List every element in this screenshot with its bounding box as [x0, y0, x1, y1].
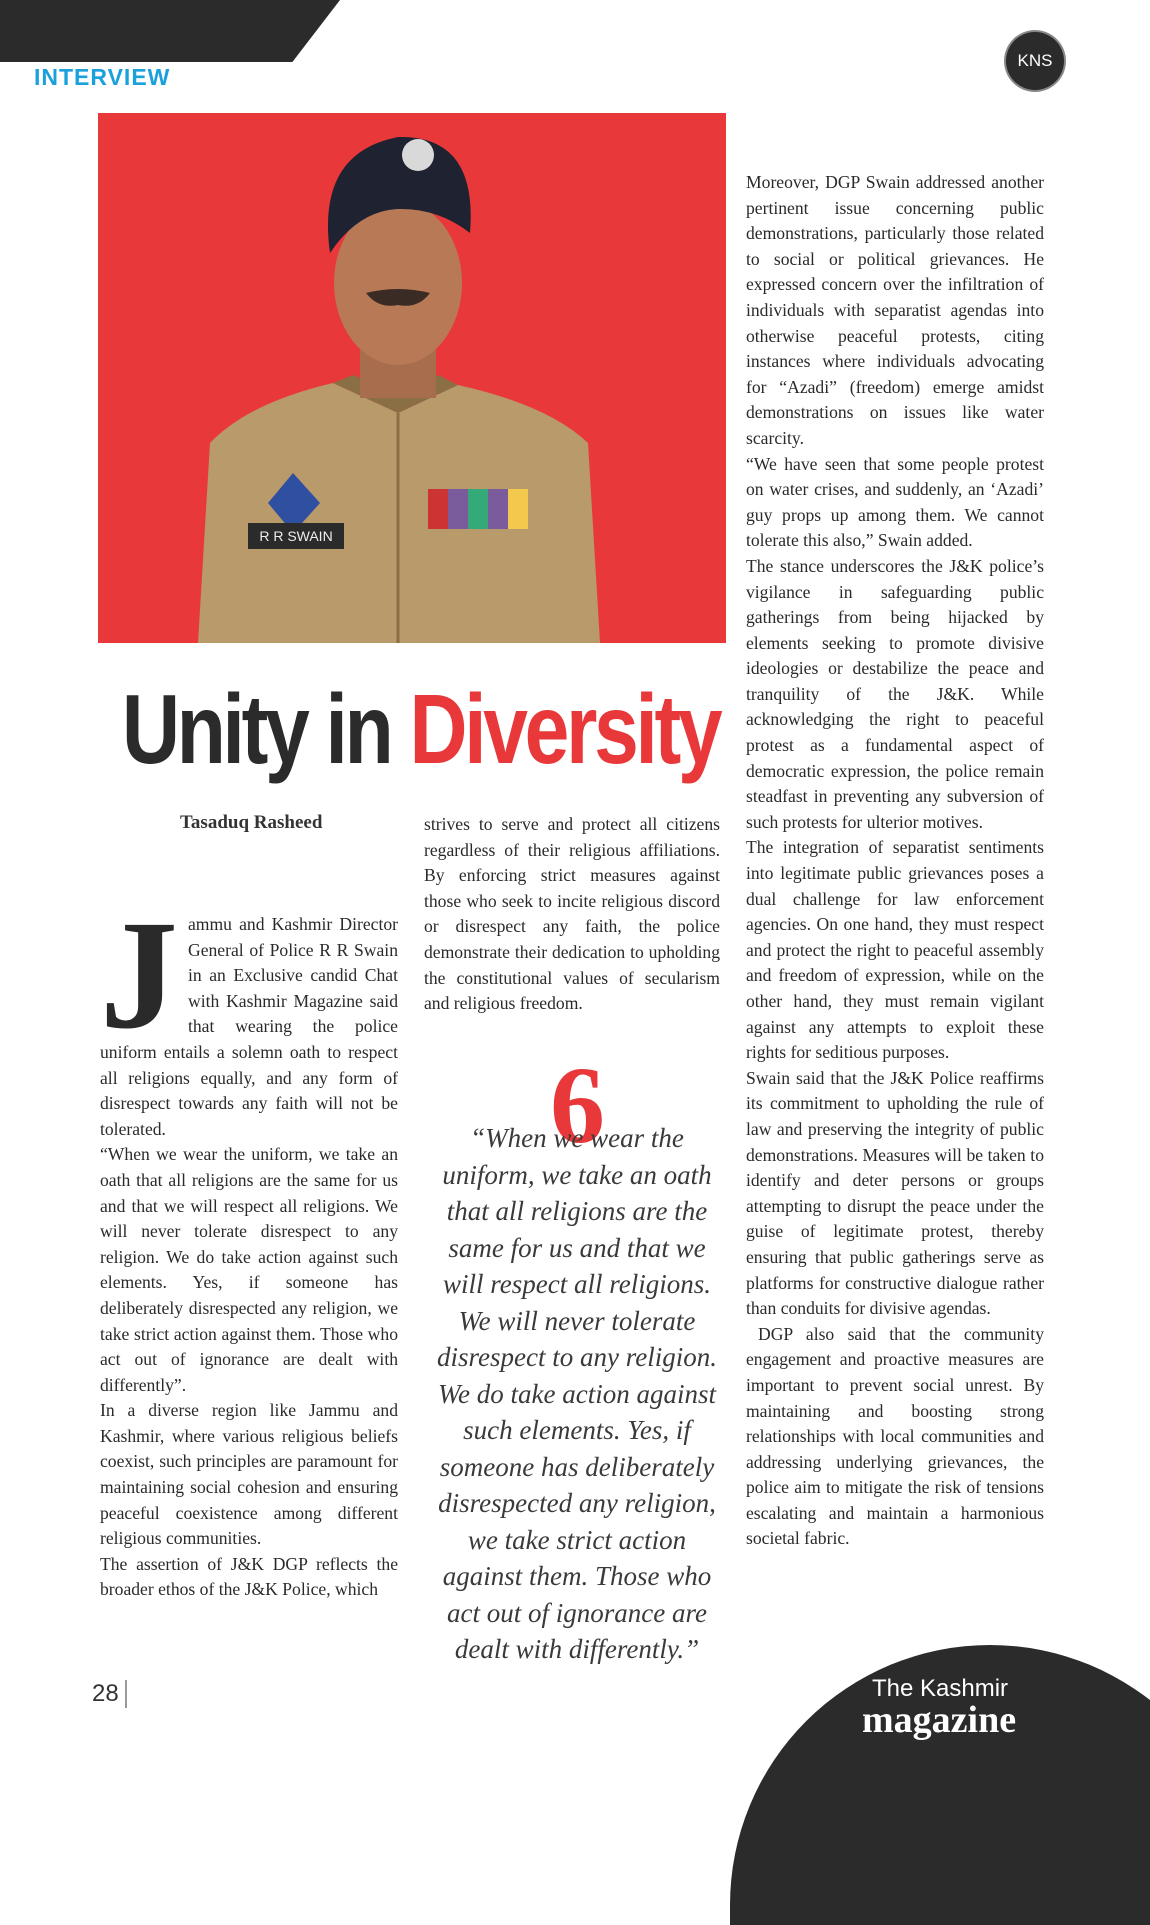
brand-logo: magazine — [862, 1699, 1017, 1741]
column-2 — [424, 812, 720, 1017]
title-part-1: Unity in — [122, 674, 410, 784]
paragraph-lead — [100, 888, 398, 1142]
paragraph: DGP also said that the community engagement and proactive measures are important to prevent social unrest. By maintaining and boosting strong relationships with local communities and addressing underlying grievances, the police aim to mitigate the risk of tensions escalating and maintain a harmonious societal fabric. — [746, 1323, 1044, 1549]
kns-badge: KNS — [1006, 32, 1064, 90]
paragraph: “When we wear the uniform, we take an oath that all religions are the same for us and that we will respect all religions. We will never tolerate disrespect to any religion. We do take action against such elements. Yes, if someone has deliberately disrespected any religion, we take strict action against them. Those who act out of ignorance are dealt with differently”. — [100, 1144, 398, 1395]
quote-mark-icon: 6 — [550, 1044, 605, 1166]
drop-cap: J — [100, 888, 178, 1061]
author-byline: Tasaduq Rasheed — [180, 812, 323, 833]
page-number: 28 — [92, 1680, 127, 1708]
paragraph: The integration of separatist sentiments into legitimate public grievances poses a dual challenge for law enforcement agencies. On one hand, they must respect and protect the right to peaceful assembly and freedom of expression, while on the other hand, they must remain vigilant against any attempts to exploit these rights for seditious purposes. — [746, 837, 1044, 1063]
header-tab — [0, 0, 340, 62]
paragraph: The stance underscores the J&K police’s vigilance in safeguarding public gatherings from being hijacked by elements seeking to promote divisive ideologies or destabilize the peace and tranquility of the J&K. While acknowledging the right to peaceful protest as a fundamental aspect of democratic expression, the police remain steadfast in preventing any subversion of such protests for ulterior motives. — [746, 555, 1044, 832]
paragraph: The assertion of J&K DGP reflects the broader ethos of the J&K Police, which — [100, 1553, 398, 1600]
officer-photo — [98, 113, 726, 643]
pull-quote: “When we wear the uniform, we take an oath that all religions are the same for us and that we will respect all religions. We will never tolerate disrespect to any religion. We do take action against such elements. Yes, if someone has deliberately disrespected any religion, we take strict action against them. Those who act out of ignorance are dealt with differently.” — [437, 1123, 717, 1664]
name-plate-text: R R SWAIN — [259, 528, 333, 544]
paragraph-lead-text: ammu and Kashmir Director General of Police R R Swain in an Exclusive candid Chat with Kashmir Magazine said that wearing the police uniform entails a solemn oath to respect all religions equally, and any form of disrespect towards any faith will not be tolerated. — [100, 914, 398, 1139]
paragraph: “We have seen that some people protest on water crises, and suddenly, an ‘Azadi’ guy props up among them. We cannot tolerate this also,” Swain added. — [746, 453, 1044, 551]
column-1 — [100, 888, 398, 1603]
paragraph: Moreover, DGP Swain addressed another pertinent issue concerning public demonstrations, particularly those related to social or political grievances. He expressed concern over the infiltration of individuals with separatist agendas into otherwise peaceful protests, citing instances where individuals advocating for “Azadi” (freedom) emerge amidst demonstrations on issues like water scarcity. — [746, 172, 1044, 448]
paragraph: Swain said that the J&K Police reaffirms its commitment to upholding the rule of law and preserving the integrity of public demonstrations. Measures will be taken to identify and deter persons or groups attempting to disrupt the peace under the guise of legitimate protest, thereby ensuring that public gatherings serve as platforms for constructive dialogue rather than conduits for divisive agendas. — [746, 1067, 1044, 1319]
title-part-2: Diversity — [409, 674, 720, 784]
paragraph: In a diverse region like Jammu and Kashmir, where various religious beliefs coexist, such principles are paramount for maintaining social cohesion and ensuring peaceful coexistence among different religious communities. — [100, 1400, 398, 1549]
officer-illustration — [98, 113, 726, 643]
article-title — [122, 674, 720, 784]
paragraph: strives to serve and protect all citizens regardless of their religious affiliations. By enforcing strict measures against those who seek to incite religious discord or disrespect any faith, the police demonstrate their dedication to upholding the constitutional values of secularism and religious freedom. — [424, 814, 720, 1014]
column-3 — [746, 170, 1044, 1552]
brand-line-1: The Kashmir — [872, 1675, 1009, 1702]
section-label: INTERVIEW — [34, 64, 171, 90]
